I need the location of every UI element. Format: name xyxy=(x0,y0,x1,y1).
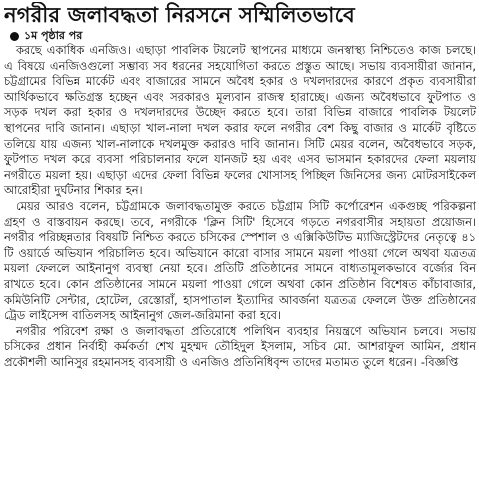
paragraph-1: করছে একাধিক এনজিও। এছাড়া পাবলিক টয়লেট স্থাপনের মাধ্যমে জনস্বাস্থ্য নিশ্চিতেও কাজ চলছে। এ বিষয়ে এনজিওগুলো সম্ভাব্য সব ধরনের সহযোগিতা করতে প্রস্তুত আছে। সভায় ব্যবসায়ীরা জানান, চট্টগ্রামের বিভিন্ন মার্কেট এবং বাজারের সামনে অবৈধ হকার ও দখলদারদের কারণে প্রকৃত ব্যবসায়ীরা আর্থিকভাবে ক্ষতিগ্রস্ত হচ্ছেন এবং সরকারও মূল্যবান রাজস্ব হারাচ্ছে। এজন্য অবৈধভাবে ফুটপাত ও সড়ক দখল করা হকার ও দখলদারদের উচ্ছেদ করতে হবে। তারা বিভিন্ন বাজারে পাবলিক টয়লেট স্থাপনের দাবি জানান। এছাড়া খাল-নালা দখল করার ফলে নগরীর বেশ কিছু বাজার ও মার্কেট বৃষ্টিতে তলিয়ে যায় এজন্য খাল-নালাকে দখলমুক্ত করারও দাবি জানান। সিটি মেয়র বলেন, অবৈধভাবে সড়ক, ফুটপাত দখল করে ব্যবসা পরিচালনার ফলে যানজট হয় এবং এসব ভাসমান হকারদের ফেলা ময়লায় নগরীতে ময়লা হয়। এছাড়া এদের ফেলা বিভিন্ন ফলের খোসাসহ পিচ্ছিল জিনিসের জন্য মোটরসাইকেল আরোহীরা দুর্ঘটনার শিকার হন। xyxy=(4,43,476,198)
paragraph-2: মেয়র আরও বলেন, চট্টগ্রামকে জলাবদ্ধতামুক্ত করতে চট্টগ্রাম সিটি কর্পোরেশন একগুচ্ছ পরিকল্পনা গ্রহণ ও বাস্তবায়ন করছে। তবে, নগরীকে 'ক্লিন সিটি' হিসেবে গড়তে নগরবাসীর সহায়তা প্রয়োজন। নগরীর পরিচ্ছন্নতার বিষয়টি নিশ্চিত করতে চসিকের স্পেশাল ও এক্সিকিউটিভ ম্যাজিস্ট্রেটদের নেতৃত্বে ৪১ টি ওয়ার্ডে অভিযান পরিচালিত হবে। অভিযানে কারো বাসার সামনে ময়লা পাওয়া গেলে অথবা যত্রতত্র ময়লা ফেললে আইনানুগ ব্যবস্থা নেয়া হবে। প্রতিটি প্রতিষ্ঠানের সামনে বাধ্যতামূলকভাবে বর্জ্যের বিন রাখতে হবে। কোন প্রতিষ্ঠানের সামনে ময়লা পাওয়া গেলে অথবা কোন প্রতিষ্ঠান বিশেষত কাঁচাবাজার, কমিউনিটি সেন্টার, হোটেল, রেস্তোরাঁ, হাসপাতাল ইত্যাদির আবর্জনা যত্রতত্র ফেললে উক্ত প্রতিষ্ঠানের ট্রেড লাইসেন্স বাতিলসহ আইনানুগ জেল-জরিমানা করা হবে। xyxy=(4,198,476,323)
continued-label: ১ম পৃষ্ঠার পর xyxy=(24,29,83,42)
paragraph-3: নগরীর পরিবেশ রক্ষা ও জলাবদ্ধতা প্রতিরোধে পলিথিন ব্যবহার নিয়ন্ত্রণে অভিযান চলবে। সভায় চসিকের প্রধান নির্বাহী কর্মকর্তা শেখ মুহম্মদ তৌহিদুল ইসলাম, সচিব মো. আশরাফুল আমিন, প্রধান প্রকৌশলী আনিসুর রহমানসহ ব্যবসায়ী ও এনজিও প্রতিনিধিবৃন্দ তাদের মতামত তুলে ধরেন। -বিজ্ঞপ্তি xyxy=(4,323,476,369)
bullet-icon xyxy=(10,32,19,41)
headline: নগরীর জলাবদ্ধতা নিরসনে সম্মিলিতভাবে xyxy=(4,3,355,27)
continued-from-marker xyxy=(10,29,476,43)
